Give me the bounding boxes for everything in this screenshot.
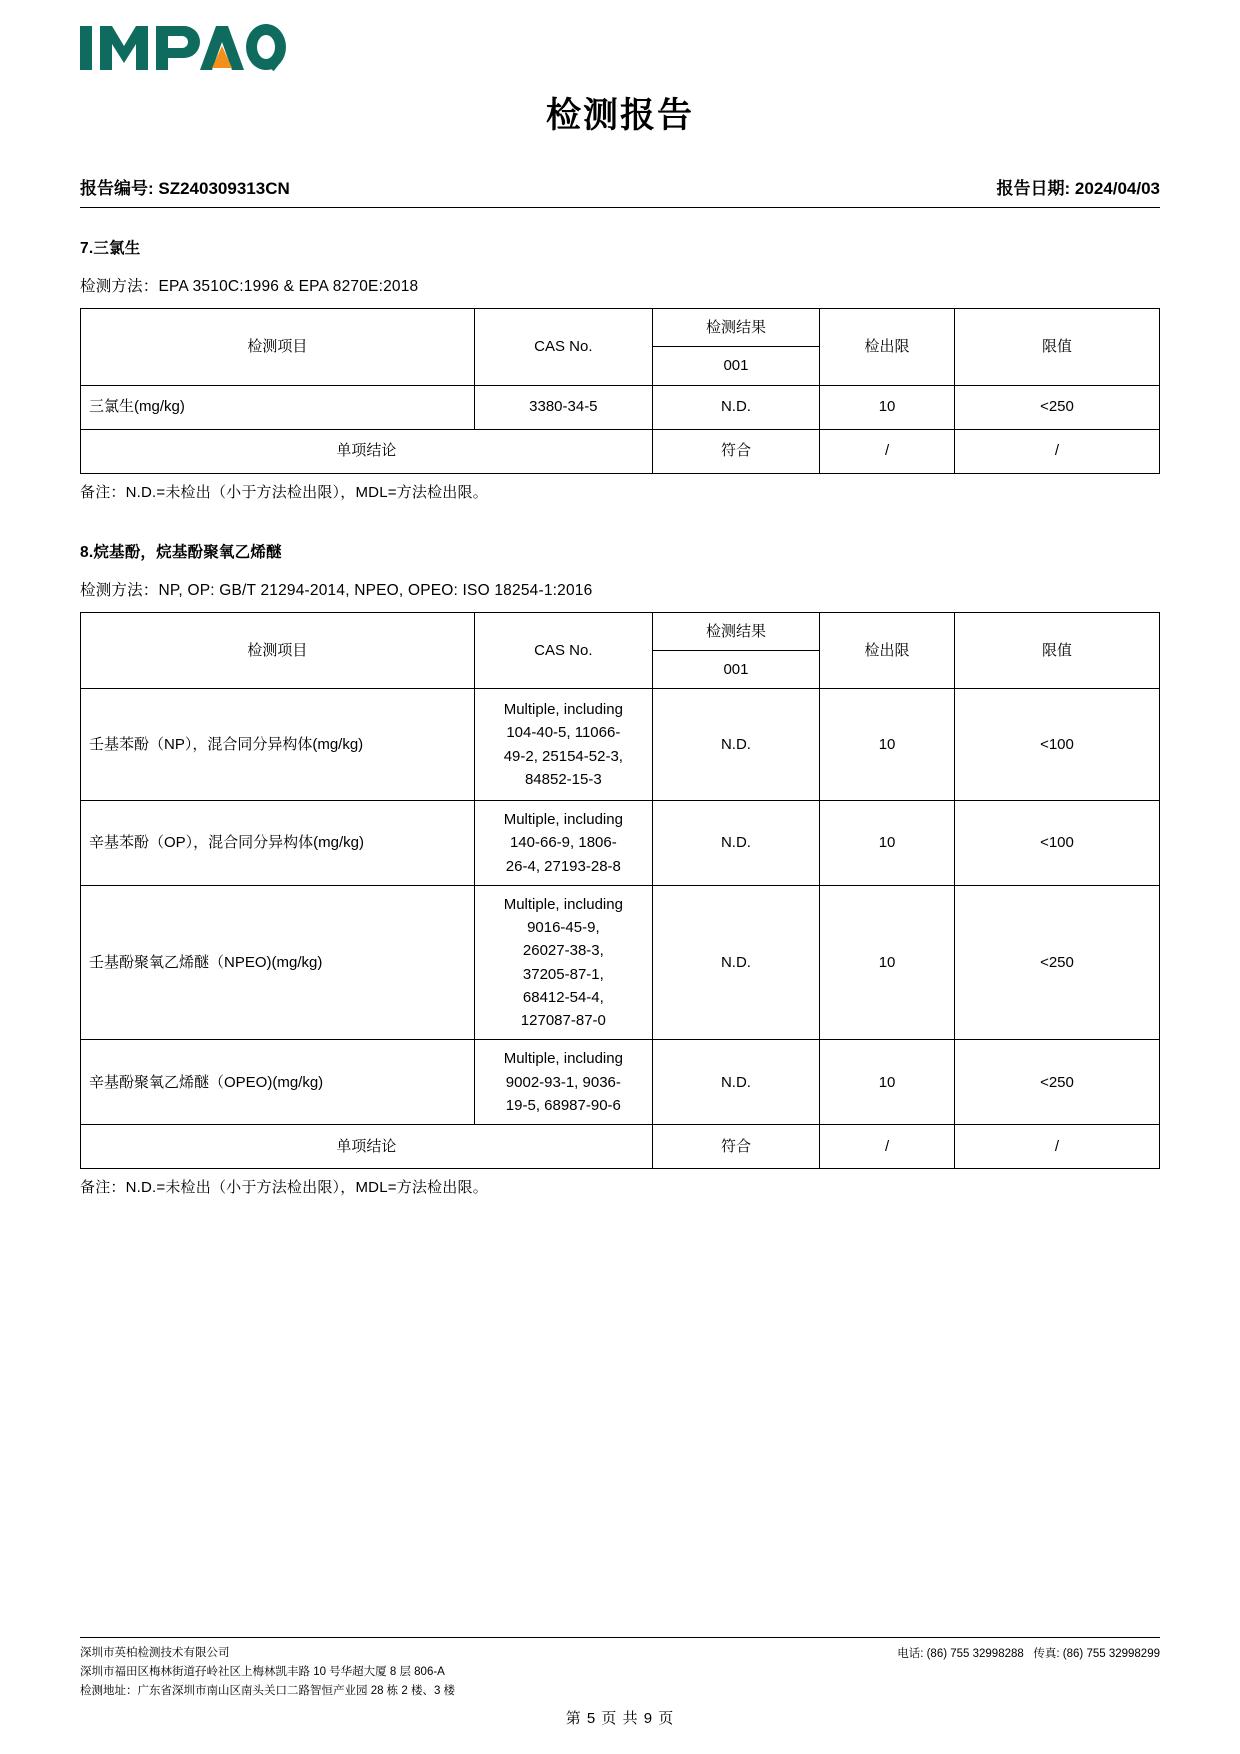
col-header-mdl: 检出限: [820, 612, 955, 689]
cell-item: 壬基酚聚氧乙烯醚（NPEO)(mg/kg): [81, 885, 475, 1040]
cell-conclusion-label: 单项结论: [81, 1125, 653, 1169]
table-row: [81, 689, 1160, 801]
footer-address-block: [80, 1644, 455, 1701]
cell-result: N.D.: [652, 885, 819, 1040]
page-footer: [80, 1637, 1160, 1728]
footer-tel: 电话: (86) 755 32998288: [897, 1648, 1024, 1661]
cell-item: 辛基苯酚（OP），混合同分异构体(mg/kg): [81, 801, 475, 886]
col-subheader-sample-001: 001: [652, 650, 819, 688]
cell-limit: <100: [954, 801, 1159, 886]
cell-conclusion-limit: /: [954, 1125, 1159, 1169]
cell-conclusion-result: 符合: [652, 429, 819, 473]
section-triclosan: [80, 236, 1160, 502]
cell-item: 三氯生(mg/kg): [81, 385, 475, 429]
cell-mdl: 10: [820, 801, 955, 886]
col-header-result: 检测结果: [652, 612, 819, 650]
page-number: 第 5 页 共 9 页: [565, 1710, 675, 1727]
cell-mdl: 10: [820, 689, 955, 801]
test-method: 检测方法：NP, OP: GB/T 21294-2014, NPEO, OPEO: ISO 18254-1:2016: [80, 581, 593, 599]
col-header-item: 检测项目: [81, 309, 475, 386]
impaq-logo-icon: [80, 22, 290, 74]
footer-fax: 传真: (86) 755 32998299: [1033, 1648, 1160, 1661]
cell-result: N.D.: [652, 385, 819, 429]
cell-conclusion-limit: /: [954, 429, 1159, 473]
table-conclusion-row: [81, 429, 1160, 473]
logo-area: [80, 0, 1160, 80]
cell-result: N.D.: [652, 689, 819, 801]
cell-cas: Multiple, including 104-40-5, 11066- 49-2, 25154-52-3, 84852-15-3: [474, 689, 652, 801]
report-number: 报告编号: SZ240309313CN: [80, 179, 290, 198]
page-title: 检测报告: [545, 95, 694, 136]
cell-conclusion-mdl: /: [820, 429, 955, 473]
cell-conclusion-result: 符合: [652, 1125, 819, 1169]
cell-conclusion-mdl: /: [820, 1125, 955, 1169]
test-method: 检测方法：EPA 3510C:1996 & EPA 8270E:2018: [80, 278, 419, 295]
section-alkylphenol: [80, 540, 1160, 1198]
col-header-cas: CAS No.: [474, 612, 652, 689]
col-header-limit: 限值: [954, 612, 1159, 689]
cell-conclusion-label: 单项结论: [81, 429, 653, 473]
cell-limit: <250: [954, 1040, 1159, 1125]
report-meta-row: [80, 174, 1160, 208]
impaq-logo: [80, 22, 290, 74]
cell-cas: Multiple, including 9002-93-1, 9036- 19-5, 68987-90-6: [474, 1040, 652, 1125]
col-header-limit: 限值: [954, 309, 1159, 386]
report-date: 报告日期: 2024/04/03: [996, 179, 1160, 198]
table-remark: 备注：N.D.=未检出（小于方法检出限），MDL=方法检出限。: [80, 1179, 488, 1196]
section-heading: 7.三氯生: [80, 240, 141, 257]
table-conclusion-row: [81, 1125, 1160, 1169]
cell-item: 壬基苯酚（NP），混合同分异构体(mg/kg): [81, 689, 475, 801]
cell-limit: <250: [954, 885, 1159, 1040]
table-row: [81, 385, 1160, 429]
results-table-8: [80, 612, 1160, 1170]
footer-address-1: 深圳市福田区梅林街道孖岭社区上梅林凯丰路 10 号华超大厦 8 层 806-A: [80, 1666, 445, 1679]
col-subheader-sample-001: 001: [652, 347, 819, 385]
cell-limit: <100: [954, 689, 1159, 801]
table-header-row: [81, 612, 1160, 650]
table-row: [81, 885, 1160, 1040]
cell-result: N.D.: [652, 1040, 819, 1125]
table-header-row: [81, 309, 1160, 347]
cell-mdl: 10: [820, 1040, 955, 1125]
results-table-7: [80, 308, 1160, 474]
table-row: [81, 1040, 1160, 1125]
cell-result: N.D.: [652, 801, 819, 886]
col-header-result: 检测结果: [652, 309, 819, 347]
table-remark: 备注：N.D.=未检出（小于方法检出限），MDL=方法检出限。: [80, 483, 488, 501]
cell-cas: 3380-34-5: [474, 385, 652, 429]
footer-contact-block: [897, 1644, 1160, 1664]
footer-address-2: 检测地址：广东省深圳市南山区南头关口二路智恒产业园 28 栋 2 楼、3 楼: [80, 1685, 456, 1698]
section-heading: 8.烷基酚，烷基酚聚氧乙烯醚: [80, 543, 282, 561]
col-header-cas: CAS No.: [474, 309, 652, 386]
cell-cas: Multiple, including 140-66-9, 1806- 26-4, 27193-28-8: [474, 801, 652, 886]
col-header-item: 检测项目: [81, 612, 475, 689]
cell-mdl: 10: [820, 885, 955, 1040]
cell-cas: Multiple, including 9016-45-9, 26027-38-3, 37205-87-1, 68412-54-4, 127087-87-0: [474, 885, 652, 1040]
table-row: [81, 801, 1160, 886]
cell-limit: <250: [954, 385, 1159, 429]
cell-mdl: 10: [820, 385, 955, 429]
cell-item: 辛基酚聚氧乙烯醚（OPEO)(mg/kg): [81, 1040, 475, 1125]
col-header-mdl: 检出限: [820, 309, 955, 386]
footer-company: 深圳市英柏检测技术有限公司: [80, 1647, 230, 1660]
